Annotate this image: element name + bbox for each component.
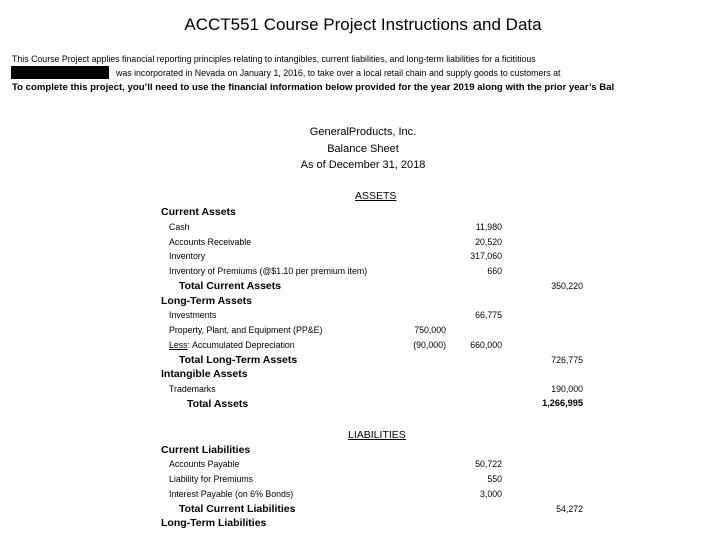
trademarks-value: 190,000: [551, 384, 583, 394]
less-label: Less: [169, 340, 188, 350]
intangible-assets-heading: Intangible Assets: [161, 368, 248, 380]
total-long-term-assets-value: 726,775: [551, 355, 583, 365]
investments-label: Investments: [169, 310, 217, 320]
accounts-payable-value: 50,722: [475, 459, 502, 469]
interest-payable-value: 3,000: [479, 489, 502, 499]
statement-date: As of December 31, 2018: [300, 159, 426, 171]
ppe-value: 750,000: [414, 325, 446, 335]
cash-value: 11,980: [475, 222, 502, 232]
accounts-receivable-label: Accounts Receivable: [169, 237, 252, 247]
total-assets-value: 1,266,995: [542, 398, 583, 408]
redaction-bar: [11, 66, 109, 79]
total-current-assets-value: 350,220: [551, 281, 583, 291]
total-current-assets-label: Total Current Assets: [179, 280, 282, 292]
accounts-receivable-value: 20,520: [475, 237, 502, 247]
accumulated-depreciation-value: (90,000): [413, 340, 446, 350]
liability-premiums-value: 550: [487, 474, 502, 484]
total-current-liabilities-value: 54,272: [556, 504, 583, 514]
investments-value: 66,775: [475, 310, 502, 320]
statement-name: Balance Sheet: [327, 143, 399, 155]
trademarks-label: Trademarks: [169, 384, 216, 394]
ppe-label: Property, Plant, and Equipment (PP&E): [169, 325, 323, 335]
long-term-liabilities-heading: Long-Term Liabilities: [161, 517, 267, 529]
total-long-term-assets-label: Total Long-Term Assets: [179, 354, 298, 366]
cash-label: Cash: [169, 222, 190, 232]
intro-line-2: was incorporated in Nevada on January 1, 2016, to take over a local retail chain and supply goods to customers at: [116, 68, 561, 78]
current-assets-heading: Current Assets: [161, 206, 236, 218]
inventory-value: 317,060: [470, 251, 502, 261]
interest-payable-label: Interest Payable (on 6% Bonds): [169, 489, 294, 499]
liability-premiums-label: Liability for Premiums: [169, 474, 254, 484]
inventory-premiums-value: 660: [487, 266, 502, 276]
assets-header: ASSETS: [355, 190, 397, 202]
total-current-liabilities-label: Total Current Liabilities: [179, 503, 296, 515]
total-assets-label: Total Assets: [187, 398, 249, 410]
accumulated-depreciation-label: [169, 340, 295, 350]
company-name: GeneralProducts, Inc.: [309, 126, 417, 138]
inventory-premiums-label: Inventory of Premiums (@$1.10 per premium item): [169, 266, 368, 276]
accumulated-depreciation-text: : Accumulated Depreciation: [187, 340, 295, 350]
net-ppe-value: 660,000: [470, 340, 502, 350]
intro-line-3: To complete this project, you’ll need to use the financial information below provided for the year 2019 along with the prior year’s Bal: [12, 82, 615, 93]
accounts-payable-label: Accounts Payable: [169, 459, 240, 469]
intro-line-1: This Course Project applies financial reporting principles relating to intangibles, current liabilities, and long-term liabilities for a ficititious: [12, 54, 536, 64]
long-term-assets-heading: Long-Term Assets: [161, 295, 253, 307]
inventory-label: Inventory: [169, 251, 206, 261]
current-liabilities-heading: Current Liabilities: [161, 444, 251, 456]
liabilities-header: LIABILITIES: [348, 429, 406, 441]
document-title: ACCT551 Course Project Instructions and Data: [184, 15, 542, 34]
